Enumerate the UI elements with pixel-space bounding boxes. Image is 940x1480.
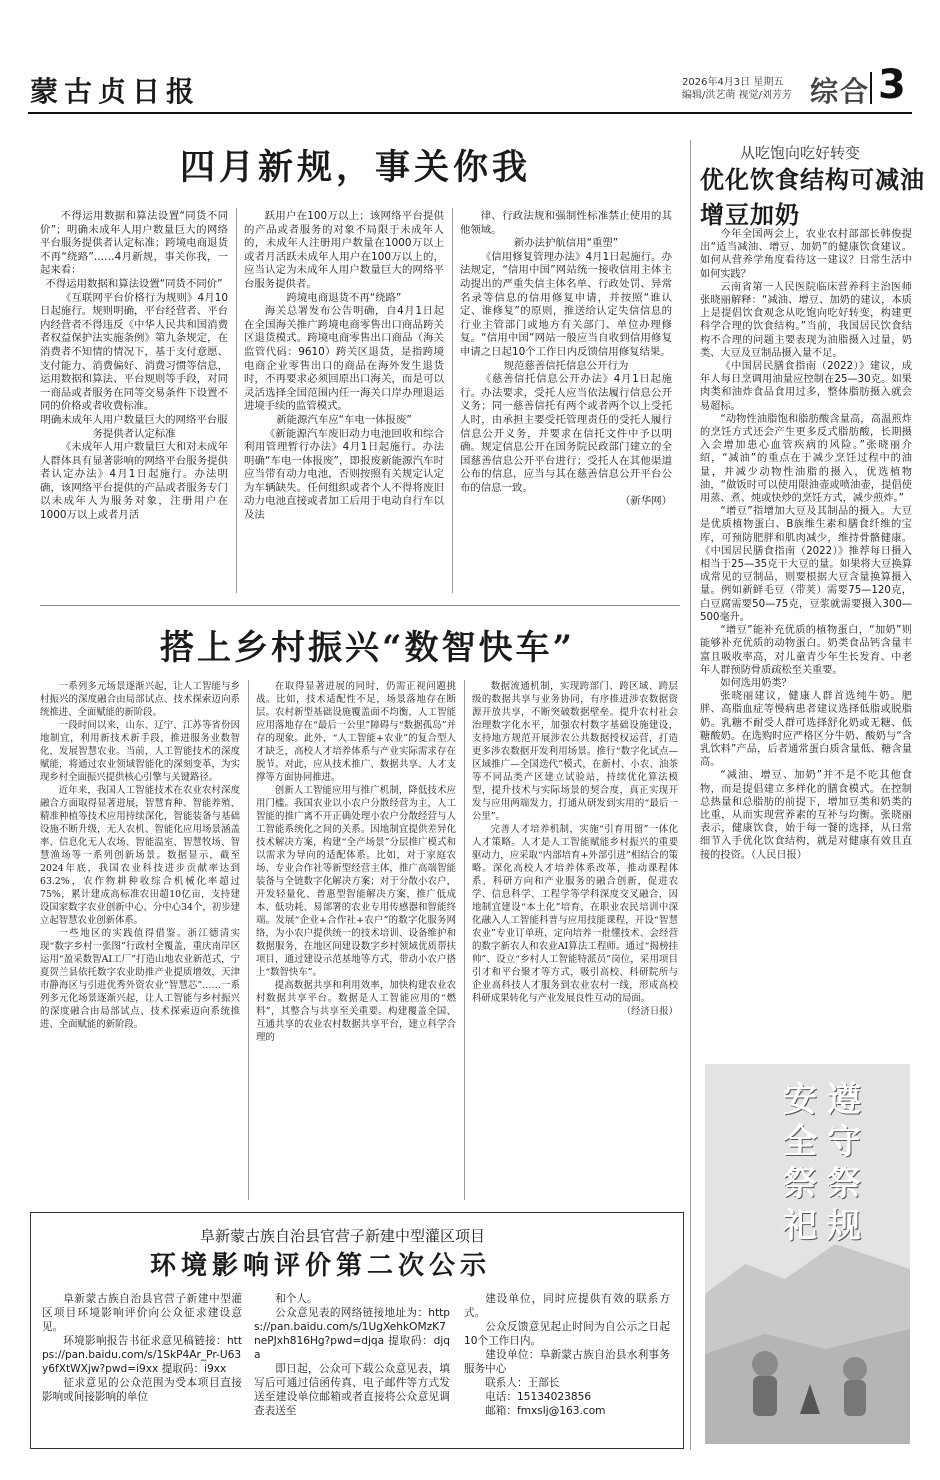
article1-subhead: 新能源汽车应“车电一体报废” [276, 413, 412, 426]
issue-info [682, 76, 792, 102]
article1-para: 不得运用数据和算法设置“同货不同价”；明确未成年人用户数量巨大的网络平台服务提供者认定标准；跨境电商退货不再“绕路”……4月新规，事关你我，一起来看： [40, 210, 228, 277]
article1-subhead: 不得运用数据和算法设置“同货不同价” [45, 277, 223, 290]
article1-para: 律、行政法规和强制性标准禁止使用的其他领域。 [460, 210, 672, 236]
article2-para: 创新人工智能应用与推广机制，降低技术应用门槛。我国农业以小农户分散经营为主，人工智能的推广离不开正确处理小农户分散经营与人工智能系统化之间的关系。因地制宜提供差异化技术解决方案，构建“全产场景”分层推广模式和以需求为导向的适配体系。比如，对于家庭农场、专业合作社等新型经营主体，推广高端智能装备与全链数字化解决方案；对于分散小农户，开发轻量化、普惠型智能解决方案，推广低成本、低功耗、易部署的农业专用传感器和智能终端。发展“企业+合作社+农户”的数字化服务网络，为小农户提供统一的技术培训、设备维护和数据服务，在地区间建设数字乡村领域优质帮扶项目，通过建设示范基地等方式，带动小农户搭上“数智快车”。 [256, 785, 456, 978]
sidebar-para: “增豆”能补充优质的植物蛋白，“加奶”则能够补充优质的动物蛋白。奶类食品钙含量丰富且吸收率高，对儿童青少年生长发育、中老年人群预防骨质疏松至关重要。 [700, 625, 912, 676]
article-divider [40, 605, 680, 606]
column-rule [236, 208, 237, 593]
poster-slogan-2: 安全祭祀 [783, 1080, 817, 1246]
section-divider [870, 72, 872, 104]
notice-col3 [464, 1292, 670, 1418]
article2-para: 数据流通机制，实现跨部门、跨区域、跨层级的数据共享与业务协同，有序推进涉农数据资源开放共享，不断突破数据壁垒。提升农村社会治理数字化水平，加强农村数字基础设施建设，支持地方规范开展涉农公共数据授权运营，打造更多涉农数据开发利用场景。推行“数字化试点—区域推广—全国迭代”模式，在新村、小农、油茶等不同品类产区建立试验站，持续优化算法模型，提升技术与实际场景的契合度，真正实现开发与应用两端发力，打通从研发到实用的“最后一公里”。 [472, 681, 678, 822]
notice-para: 公众反馈意见起止时间为自公示之日起10个工作日内。 [464, 1321, 670, 1347]
sidebar-kicker: 从吃饱向吃好转变 [740, 144, 861, 162]
sidebar-body [700, 228, 912, 862]
article2-para: 一段时间以来，山东、辽宁、江苏等省份因地制宜，利用新技术新手段，推进服务业数智化，发展智慧农业。当前，人工智能技术的深度赋能，将通过农业领域智能化的深刻变革，为实现乡村全面振兴提供核心引擎与关键路径。 [40, 720, 240, 783]
article2-para: 一些地区的实践值得借鉴。浙江德清实现“数字乡村一张图”行政村全覆盖，重庆南岸区运用“盈采数智AI工厂”打造山地农业新范式，宁夏贺兰县依托数字农业助推产业提质增效，天津市静海区与引进优秀外资农业“智慧芯”……一系列多元化场景逐渐兴起，让人工智能与乡村振兴的深度融合由局部试点、技术探索迈向系统推进、全面赋能的新阶段。 [40, 928, 240, 1030]
article2-col2 [256, 680, 456, 1044]
article1-para: 跃用户在100万以上；该网络平台提供的产品或者服务的对象不局限于未成年人的，未成年人注册用户数量在1000万以上或者月活跃未成年人用户在100万以上的，应当认定为未成年人用户数量巨大的网络平台服务提供者。 [244, 210, 444, 290]
article1-col2 [244, 210, 444, 523]
article2-para: 在取得显著进展的同时，仍需正视问题挑战。比如，技术适配性不足，场景落地存在断层。农村新型基础设施覆盖面不均衡，人工智能应用落地存在“最后一公里”障碍与“数据孤岛”并存的现象。此外，“人工智能+农业”的复合型人才缺乏，高校人才培养体系与产业实际需求存在脱节。对此，应从技术推广、数据共享、人才支撑等方面协同推进。 [256, 681, 456, 783]
notice-col2 [254, 1292, 450, 1418]
notice-para: 建设单位，同时应提供有效的联系方式。 [464, 1293, 670, 1319]
article1-subhead: 新办法护航信用“重塑” [513, 237, 619, 250]
notice-title: 环境影响评价第二次公示 [150, 1251, 492, 1281]
notice-para: 阜新蒙古族自治县官营子新建中型灌区项目环境影响评价向公众征求建设意见。 [42, 1293, 242, 1333]
article1-para: 《未成年人用户数量巨大和对未成年人群体具有显著影响的网络平台服务提供者认定办法》4月1日起施行。办法明确，该网络平台提供的产品或者服务专门以未成年人为服务对象，注册用户在1000万以上或者月活 [40, 441, 228, 522]
masthead-logo: 蒙古贞日报 [30, 75, 201, 108]
poster-slogan-1: 遵守祭规 [827, 1080, 861, 1246]
sidebar-rule [690, 140, 691, 1450]
article1-para: 《信用修复管理办法》4月1日起施行。办法规定，“信用中国”网站统一接收信用主体主动提出的严重失信主体名单、行政处罚、异常名录等信息的信用修复申请，并按照“谁认定、谁修复”的原则，推送给认定失信信息的行业主管部门或地方有关部门、单位办理修复。“信用中国”网站一般应当自收到信用修复申请之日起10个工作日内反馈信用修复结果。 [460, 250, 672, 358]
sidebar-title: 优化饮食结构可减油增豆加奶 [700, 165, 925, 229]
notice-contact: 联系人：王部长 [485, 1377, 560, 1389]
article2-title: 搭上乡村振兴“数智快车” [160, 628, 576, 668]
page-number: 3 [878, 62, 906, 108]
sidebar-subhead: 如何选用奶类？ [720, 677, 792, 689]
article1-col3 [460, 210, 672, 509]
article1-para: 《慈善信托信息公开办法》4月1日起施行。办法要求，受托人应当依法履行信息公开义务；同一慈善信托有两个或者两个以上受托人时，由承担主要受托管理责任的受托人履行信息公开义务，并要求在信托文件中予以明确。规定信息公开在国务院民政部门建立的全国慈善信息公开平台进行；受托人在其他渠道公布的信息，应当与其在慈善信息公开平台公布的信息一致。 [460, 373, 672, 494]
notice-subtitle: 阜新蒙古族自治县官营子新建中型灌区项目 [200, 1227, 486, 1245]
article2-col1 [40, 680, 240, 1031]
article1-subhead: 规范慈善信托信息公开行为 [503, 359, 629, 372]
public-poster [705, 1064, 910, 1444]
sidebar-para: 《中国居民膳食指南（2022）》建议，成年人每日烹调用油量应控制在25—30克。如果肉类和油炸食品食用过多，整体脂肪摄入就会易超标。 [700, 361, 912, 412]
issue-date: 2026年4月3日 星期五 [682, 77, 784, 88]
notice-para: 环境影响报告书征求意见稿链接：https://pan.baidu.com/s/1SkP4Ar_Pr-U63y6fXtWXjw?pwd=i9xx 提取码：i9xx [42, 1335, 242, 1375]
sidebar-para: 张晓丽建议，健康人群首选纯牛奶。肥胖、高脂血症等慢病患者建议选择低脂或脱脂奶。乳糖不耐受人群可选择舒化奶或无糖、低糖酸奶。在选购时应严格区分牛奶、酸奶与“含乳饮料”产品，后者通常蛋白质含量低、糖含量高。 [700, 691, 912, 769]
masthead-rule [28, 112, 912, 114]
sidebar-para: “增豆”指增加大豆及其制品的摄入。大豆是优质植物蛋白、B族维生素和膳食纤维的宝库，可预防肥胖和肌肉减少，维持骨骼健康。《中国居民膳食指南（2022）》推荐每日摄入相当于25—35克干大豆的量。如果将大豆换算成常见的豆制品，则要根据大豆含量换算摄入量。例如新鲜毛豆（带荚）需要75—120克，白豆腐需要50—75克，豆浆就需要摄入300—500毫升。 [700, 506, 912, 623]
article2-source: （经济日报） [621, 1006, 678, 1017]
article1-para: 海关总署发布公告明确，自4月1日起在全国海关推广跨境电商零售出口商品跨关区退货模式。跨境电商零售出口商品（海关监管代码：9610）跨关区退货，是指跨境电商企业零售出口的商品在海外发生退货时，不再要求必须回原出口海关，而是可以灵活选择全国范围内任一海关口岸办理退运进境手续的监管模式。 [244, 305, 444, 413]
notice-para: 和个人。 [275, 1293, 318, 1305]
sidebar-para: 今年全国两会上，农业农村部部长韩俊提出“适当减油、增豆、加奶”的健康饮食建议。如何从营养学角度看待这一建议？日常生活中如何实践？ [700, 229, 912, 280]
article2-para: 一系列多元场景逐渐兴起，让人工智能与乡村振兴的深度融合由局部试点、技术探索迈向系统推进、全面赋能的新阶段。 [40, 681, 240, 718]
column-rule [452, 208, 453, 593]
article1-source: （新华网） [620, 495, 672, 508]
article2-col3 [472, 680, 678, 1018]
article1-para: 《互联网平台价格行为规则》4月10日起施行。规则明确，平台经营者、平台内经营者不得违反《中华人民共和国消费者权益保护法实施条例》第九条规定，在消费者不知情的情况下，基于支付意愿、支付能力、消费偏好、消费习惯等信息，运用数据和算法、平台规则等手段，对同一商品或者服务在同等交易条件下设置不同的价格或者收费标准。 [40, 291, 228, 413]
notice-col1 [42, 1292, 242, 1404]
notice-phone: 电话：15134023856 [485, 1391, 592, 1403]
notice-para: 建设单位：阜新蒙古族自治县水利事务服务中心 [464, 1349, 670, 1375]
article2-para: 提高数据共享和利用效率，加快构建农业农村数据共享平台。数据是人工智能应用的“燃料”，其整合与共享至关重要。构建覆盖全国、互通共享的农业农村数据共享平台，建立科学合理的 [256, 980, 456, 1043]
notice-email: 邮箱：fmxslj@163.com [485, 1405, 606, 1417]
column-rule [464, 680, 465, 1200]
section-name: 综合 [810, 75, 871, 108]
notice-para: 即日起，公众可下载公众意见表，填写后可通过信函传真、电子邮件等方式发送至建设单位邮箱或者直接将公众意见调查表送至 [254, 1363, 450, 1417]
column-rule [248, 680, 249, 1200]
sidebar-para: “减油、增豆、加奶”并不是不吃其他食物，而是提倡建立多样化的膳食模式。在控制总热量和总脂肪的前提下，增加豆类和奶类的比重，从而实现营养素的互补与均衡。张晓丽表示，健康饮食，始于每一餐的选择，从日常细节入手优化饮食结构，就是对健康有效且直接的投资。（人民日报） [700, 770, 912, 861]
article1-col1 [40, 210, 228, 523]
sidebar-para: 云南省第一人民医院临床营养科主治医师张晓丽解释：“减油、增豆、加奶的建议，本质上是提倡饮食观念从吃饱向吃好转变，构建更科学合理的饮食结构。”当前，我国居民饮食结构不合理的问题主要表现为油脂摄入过量，奶类、大豆及豆制品摄入量不足。 [700, 281, 912, 359]
sidebar-para: “动物性油脂饱和脂肪酸含量高，高温煎炸的烹饪方式还会产生更多反式脂肪酸，长期摄入会增加患心血管疾病的风险。”张晓丽介绍，“减油”的重点在于减少烹饪过程中的油量，并减少动物性油脂的摄入，优选植物油，“做饭时可以使用限油壶或喷油壶，提倡使用蒸、煮、炖或快炒的烹饪方式，减少煎炸。” [700, 413, 912, 505]
article1-subhead: 明确未成年人用户数量巨大的网络平台服务提供者认定标准 [40, 413, 228, 440]
issue-editors: 编辑/洪艺萌 视觉/刘芳芳 [682, 90, 792, 101]
article1-title: 四月新规，事关你我 [180, 147, 532, 188]
article1-subhead: 跨境电商退货不再“绕路” [286, 291, 402, 304]
notice-para: 征求意见的公众范围为受本项目直接影响或间接影响的单位 [42, 1377, 242, 1403]
article2-para: 近年来，我国人工智能技术在农业农村深度融合方面取得显著进展，智慧育种、智能养殖、精准种植等技术应用持续深化，智能装备与基础设施不断升级，无人农机、智能化应用场景涵盖率、信息化无人农场、智能温室、智慧牧场、智慧渔场等一系列创新场景。数据显示，截至2024年底，我国农业科技进步贡献率达到63.2%，农作物耕种收综合机械化率超过75%，累计建成高标准农田超10亿亩，支持建设国家数字农业创新中心、分中心34个，初步建立起智慧农业创新体系。 [40, 785, 240, 926]
article2-para: 完善人才培养机制，实施“引育用留”一体化人才策略。人才是人工智能赋能乡村振兴的重要驱动力，应采取“内部培育+外部引进”相结合的策略。深化高校人才培养体系改革，推动课程体系、科研方向和产业服务的融合创新，促进农学、信息科学、工程学等学科深度交叉融合，因地制宜建设“本土化”培育，在职业农民培训中深化融入人工智能科普与应用技能课程，开设“智慧农业”专业订单班，定向培养一批懂技术、会经营的数字新农人和农业AI算法工程师。通过“揭榜挂帅”、设立“乡村人工智能特派员”岗位，采用项目引才和平台聚才等方式，吸引高校、科研院所与企业高科技人才服务到农业农村一线，形成高校科研成果转化与产业发展良性互动的局面。 [472, 824, 678, 1004]
notice-para: 公众意见表的网络链接地址为：https://pan.baidu.com/s/1UgXehkOMzK7nePJxh816Hg?pwd=djqa 提取码：djqa [254, 1307, 450, 1361]
article1-para: 《新能源汽车废旧动力电池回收和综合利用管理暂行办法》4月1日起施行。办法明确“车电一体报废”，即报废新能源汽车时应当带有动力电池，否则按照有关规定认定为车辆缺失。任何组织或者个人不得将废旧动力电池直接或者加工后用于电动自行车以及法 [244, 427, 444, 522]
